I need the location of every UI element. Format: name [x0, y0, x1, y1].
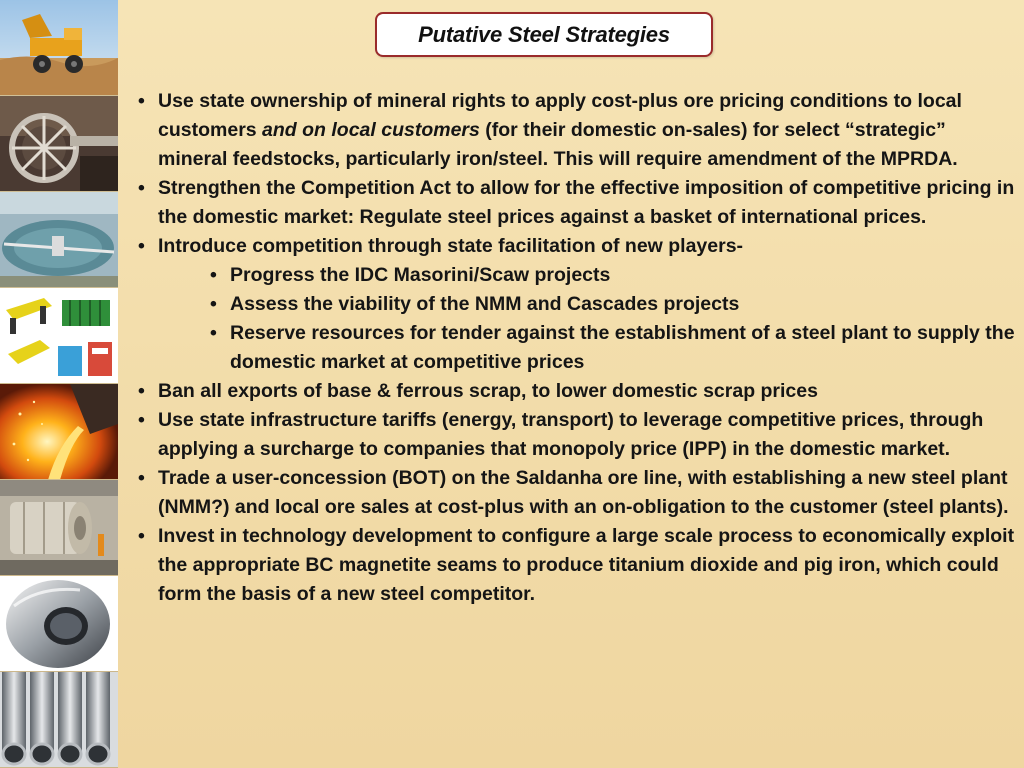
bullet-text: (for their domestic on-sales) for select “strategic” mineral feedstocks, particularly iron/steel. This will require amendment of the MPRDA.: [158, 119, 958, 170]
mining-truck-photo: [0, 0, 118, 96]
sub-bullet-text: Assess the viability of the NMM and Cascades projects: [230, 293, 740, 315]
photo-strip: [0, 0, 118, 768]
bullet-text: Strengthen the Competition Act to allow for the effective imposition of competitive pricing in the domestic market: Regulate steel prices against a basket of international prices.: [158, 177, 1015, 228]
slide-title: Putative Steel Strategies: [418, 21, 670, 47]
bullet-text: Invest in technology development to configure a large scale process to economically exploit the appropriate BC magnetite seams to produce titanium dioxide and pig iron, which could form the basis of a new steel competitor.: [158, 525, 1015, 605]
steel-pipes-photo: [0, 672, 118, 768]
sub-bullet-item: [158, 319, 1016, 377]
bullet-text: Use state ownership of mineral rights to apply cost-plus ore pricing conditions to local customers: [158, 90, 962, 141]
content: [136, 87, 1016, 609]
bullet-ban-scrap-exports: [136, 377, 1016, 406]
sub-bullet-item: [158, 290, 1016, 319]
bullet-text: Introduce competition through state facilitation of new players-: [158, 235, 744, 257]
bullet-text: Trade a user-concession (BOT) on the Saldanha ore line, with establishing a new steel plant (NMM?) and local ore sales at cost-plus with an on-obligation to the customer (steel plants).: [158, 467, 1009, 518]
bullet-competition-act: [136, 174, 1016, 232]
bullet-text: Ban all exports of base & ferrous scrap, to lower domestic scrap prices: [158, 380, 818, 402]
steel-coil-photo: [0, 576, 118, 672]
sub-bullet-item: [158, 261, 1016, 290]
bullet-text-italic: and on local customers: [262, 119, 480, 141]
bullet-saldanha-concession: [136, 464, 1016, 522]
bullet-infrastructure-tariffs: [136, 406, 1016, 464]
sub-bullet-text: Reserve resources for tender against the establishment of a steel plant to supply the domestic market at competitive prices: [230, 322, 1015, 373]
molten-steel-pour-photo: [0, 384, 118, 480]
bullet-mineral-rights: [136, 87, 1016, 174]
bucket-wheel-excavator-photo: [0, 96, 118, 192]
screening-equipment-photo: [0, 288, 118, 384]
ball-mill-photo: [0, 480, 118, 576]
bullet-list: [136, 87, 1016, 609]
title-box: [375, 12, 713, 57]
sub-bullet-text: Progress the IDC Masorini/Scaw projects: [230, 264, 611, 286]
sub-bullet-list: [158, 261, 1016, 377]
bullet-introduce-competition: [136, 232, 1016, 377]
bullet-technology-development: [136, 522, 1016, 609]
thickener-plant-photo: [0, 192, 118, 288]
bullet-text: Use state infrastructure tariffs (energy, transport) to leverage competitive prices, through applying a surcharge to companies that monopoly price (IPP) in the domestic market.: [158, 409, 984, 460]
